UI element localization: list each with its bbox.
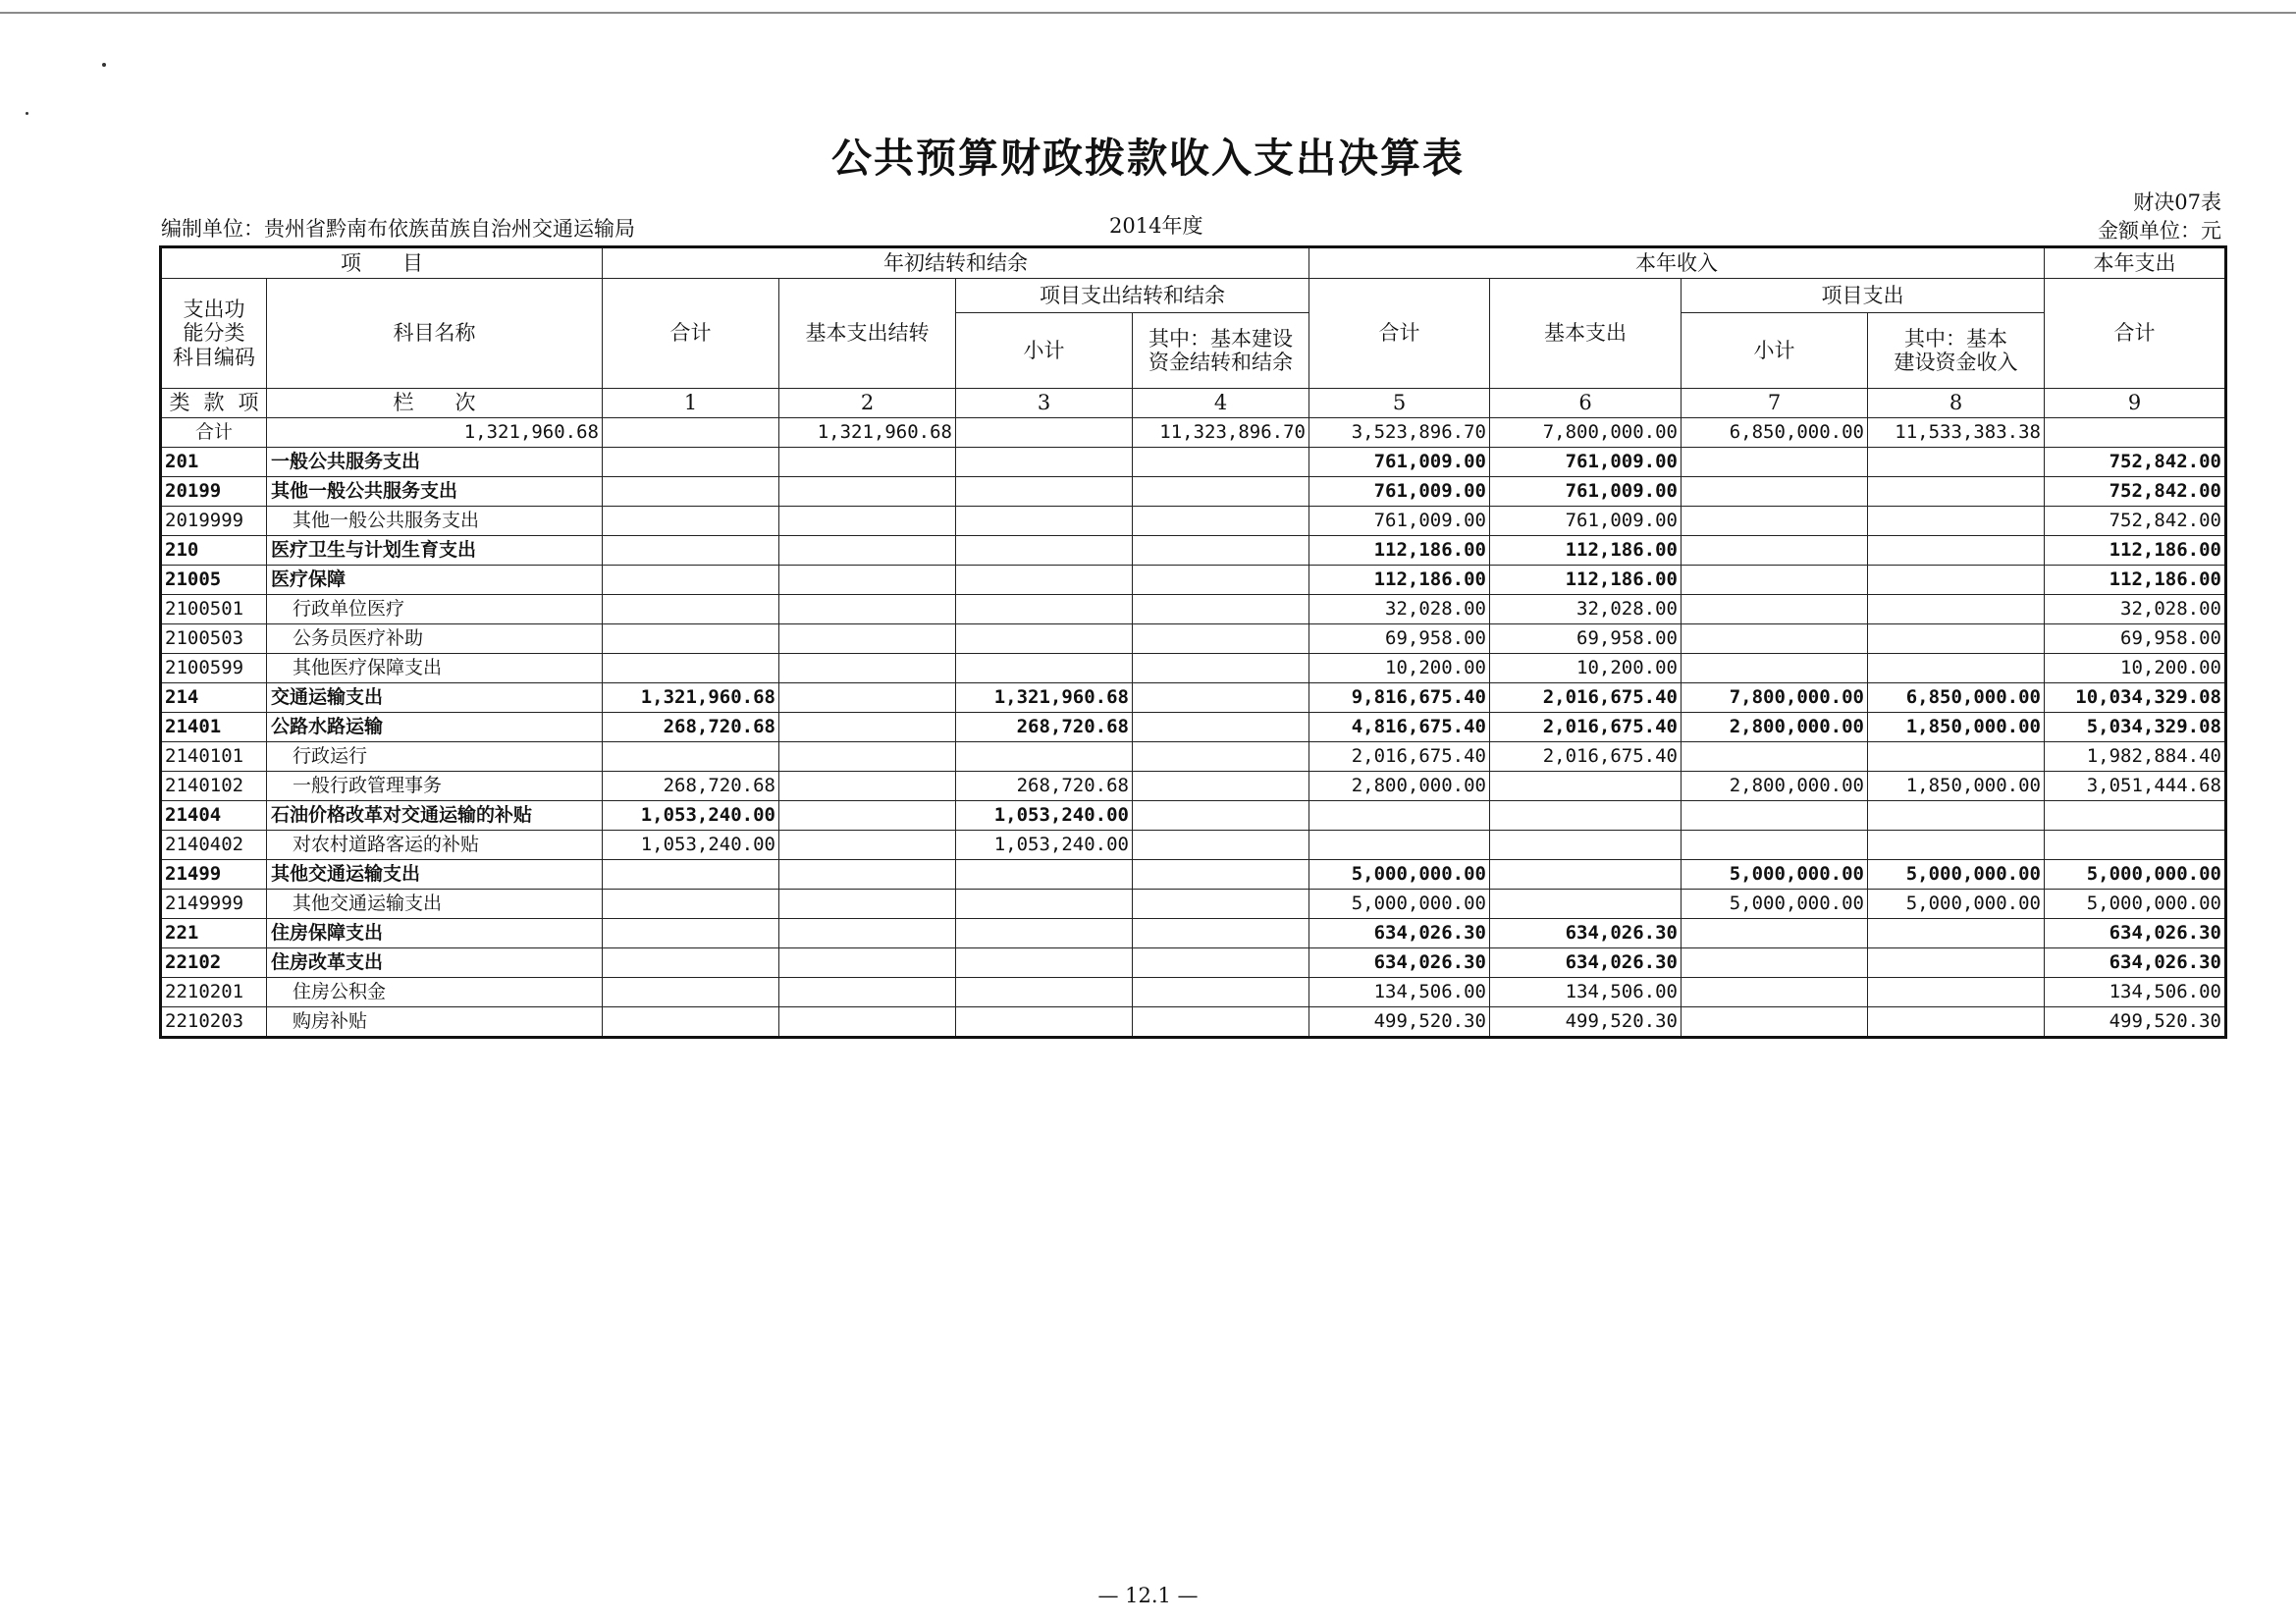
header-col-number: 6 [1490, 389, 1682, 418]
table-row [161, 801, 2226, 831]
amount-col-3 [956, 860, 1133, 890]
amount-col-4 [1133, 477, 1309, 507]
amount-col-2 [779, 477, 956, 507]
subject-code: 2100501 [161, 595, 267, 624]
subject-code: 20199 [161, 477, 267, 507]
header-build-carry [1133, 313, 1309, 389]
amount-col-6 [1490, 831, 1682, 860]
table-row [161, 772, 2226, 801]
amount-col-9: 112,186.00 [2045, 566, 2226, 595]
subject-name: 购房补贴 [267, 1007, 603, 1038]
header-build-carry-line: 其中：基本建设 [1148, 326, 1293, 351]
header-col-number: 4 [1133, 389, 1309, 418]
amount-col-6: 2,016,675.40 [1490, 683, 1682, 713]
amount-col-2 [779, 595, 956, 624]
header-basic-expense: 基本支出 [1490, 279, 1682, 389]
subject-name: 交通运输支出 [267, 683, 603, 713]
amount-col-7 [1682, 624, 1868, 654]
subject-name: 公路水路运输 [267, 713, 603, 742]
amount-col-5: 112,186.00 [1309, 536, 1490, 566]
amount-col-8 [1868, 742, 2045, 772]
table-row [161, 477, 2226, 507]
table-row [161, 978, 2226, 1007]
amount-col-5: 634,026.30 [1309, 948, 1490, 978]
subject-code: 2140402 [161, 831, 267, 860]
amount-col-5: 634,026.30 [1309, 919, 1490, 948]
subject-code: 221 [161, 919, 267, 948]
amount-col-3 [956, 742, 1133, 772]
amount-col-6: 112,186.00 [1490, 566, 1682, 595]
amount-col-2 [779, 772, 956, 801]
subject-code: 210 [161, 536, 267, 566]
amount-col-9: 10,034,329.08 [2045, 683, 2226, 713]
table-row [161, 595, 2226, 624]
amount-col-8: 6,850,000.00 [1682, 418, 1868, 448]
subject-name: 医疗保障 [267, 566, 603, 595]
amount-col-7 [1682, 1007, 1868, 1038]
amount-col-6: 634,026.30 [1490, 919, 1682, 948]
amount-col-3 [956, 595, 1133, 624]
header-lei: 类 [169, 391, 190, 415]
amount-col-2 [779, 507, 956, 536]
subject-name: 其他交通运输支出 [267, 890, 603, 919]
table-row [161, 566, 2226, 595]
form-number: 财决07表 [2133, 190, 2221, 214]
header-xiang: 项 [238, 391, 259, 415]
amount-col-7 [1682, 507, 1868, 536]
amount-col-6 [1490, 890, 1682, 919]
amount-col-3: 1,321,960.68 [779, 418, 956, 448]
amount-col-9: 5,000,000.00 [2045, 860, 2226, 890]
amount-col-5 [1309, 831, 1490, 860]
page-number: — 12.1 — [1097, 1584, 1199, 1607]
amount-col-6: 761,009.00 [1490, 477, 1682, 507]
subject-code: 2149999 [161, 890, 267, 919]
amount-col-7 [1682, 595, 1868, 624]
header-carry-subtotal: 小计 [956, 313, 1133, 389]
amount-col-9: 134,506.00 [2045, 978, 2226, 1007]
amount-col-1: 1,053,240.00 [603, 831, 779, 860]
table-row [161, 713, 2226, 742]
amount-col-1 [603, 742, 779, 772]
amount-col-6: 3,523,896.70 [1309, 418, 1490, 448]
header-carryover-group: 年初结转和结余 [603, 247, 1309, 279]
amount-col-8 [1868, 831, 2045, 860]
header-build-income [1868, 313, 2045, 389]
table-row [161, 536, 2226, 566]
amount-col-3 [956, 507, 1133, 536]
amount-col-1 [603, 948, 779, 978]
scan-edge-line [0, 12, 2296, 14]
header-subject-name: 科目名称 [267, 279, 603, 389]
amount-col-5: 761,009.00 [1309, 507, 1490, 536]
subject-name: 住房改革支出 [267, 948, 603, 978]
amount-col-8 [1868, 919, 2045, 948]
subject-name: 住房公积金 [267, 978, 603, 1007]
amount-col-5: 2,016,675.40 [1309, 742, 1490, 772]
amount-col-5: 10,200.00 [1309, 654, 1490, 683]
amount-col-3 [956, 890, 1133, 919]
amount-col-3 [956, 624, 1133, 654]
amount-col-9: 11,533,383.38 [1868, 418, 2045, 448]
subject-code: 22102 [161, 948, 267, 978]
amount-col-5: 11,323,896.70 [1133, 418, 1309, 448]
header-col-number: 1 [603, 389, 779, 418]
amount-col-6: 2,016,675.40 [1490, 713, 1682, 742]
header-project-carryover: 项目支出结转和结余 [956, 279, 1309, 313]
report-year: 2014年度 [1109, 214, 1203, 238]
subject-name: 行政单位医疗 [267, 595, 603, 624]
amount-col-9 [2045, 831, 2226, 860]
header-build-income-line: 建设资金收入 [1894, 351, 2018, 374]
amount-col-1: 268,720.68 [603, 772, 779, 801]
amount-col-4 [1133, 683, 1309, 713]
amount-col-4 [1133, 978, 1309, 1007]
amount-col-7: 5,000,000.00 [1682, 860, 1868, 890]
total-row [161, 418, 2226, 448]
amount-col-3 [956, 654, 1133, 683]
amount-col-1: 1,321,960.68 [603, 683, 779, 713]
amount-col-3 [956, 477, 1133, 507]
amount-col-3: 1,053,240.00 [956, 801, 1133, 831]
subject-code: 21401 [161, 713, 267, 742]
amount-col-8: 5,000,000.00 [1868, 860, 2045, 890]
amount-col-4 [1133, 507, 1309, 536]
amount-col-9: 752,842.00 [2045, 448, 2226, 477]
amount-col-3: 1,053,240.00 [956, 831, 1133, 860]
amount-col-8 [1868, 477, 2045, 507]
amount-col-8: 1,850,000.00 [1868, 713, 2045, 742]
amount-col-4 [1133, 624, 1309, 654]
amount-col-6: 134,506.00 [1490, 978, 1682, 1007]
amount-col-1: 1,053,240.00 [603, 801, 779, 831]
amount-col-9: 5,000,000.00 [2045, 890, 2226, 919]
amount-col-2 [779, 536, 956, 566]
amount-col-4 [1133, 772, 1309, 801]
header-income-group: 本年收入 [1309, 247, 2045, 279]
amount-col-2 [779, 1007, 956, 1038]
amount-col-6: 499,520.30 [1490, 1007, 1682, 1038]
subject-name: 住房保障支出 [267, 919, 603, 948]
header-col-number: 8 [1868, 389, 2045, 418]
amount-col-4 [1133, 713, 1309, 742]
header-income-total: 合计 [1309, 279, 1490, 389]
subject-code: 21005 [161, 566, 267, 595]
amount-col-6 [1490, 801, 1682, 831]
amount-col-4 [1133, 448, 1309, 477]
amount-col-1 [603, 507, 779, 536]
amount-col-7 [1682, 831, 1868, 860]
amount-col-3 [956, 566, 1133, 595]
amount-col-4 [956, 418, 1133, 448]
subject-name: 行政运行 [267, 742, 603, 772]
amount-col-6: 2,016,675.40 [1490, 742, 1682, 772]
amount-col-2 [779, 713, 956, 742]
amount-col-7 [1682, 448, 1868, 477]
header-kuan: 款 [203, 391, 225, 415]
table-row [161, 742, 2226, 772]
amount-col-5: 761,009.00 [1309, 477, 1490, 507]
amount-col-7 [1682, 742, 1868, 772]
amount-col-7: 2,800,000.00 [1682, 772, 1868, 801]
subject-name: 对农村道路客运的补贴 [267, 831, 603, 860]
amount-col-1 [603, 536, 779, 566]
amount-col-1 [603, 890, 779, 919]
header-col-number: 5 [1309, 389, 1490, 418]
amount-col-1: 268,720.68 [603, 713, 779, 742]
amount-col-7: 2,800,000.00 [1682, 713, 1868, 742]
amount-col-5 [1309, 801, 1490, 831]
amount-col-5: 9,816,675.40 [1309, 683, 1490, 713]
subject-code: 2100599 [161, 654, 267, 683]
amount-col-4 [1133, 890, 1309, 919]
amount-col-9: 634,026.30 [2045, 919, 2226, 948]
amount-col-7 [1682, 978, 1868, 1007]
amount-col-2 [779, 566, 956, 595]
header-col-number: 3 [956, 389, 1133, 418]
amount-col-1 [603, 654, 779, 683]
amount-col-2 [603, 418, 779, 448]
table-row [161, 654, 2226, 683]
amount-col-1: 1,321,960.68 [267, 418, 603, 448]
amount-col-3 [956, 948, 1133, 978]
header-expense-total: 合计 [2045, 279, 2226, 389]
subject-code: 2140102 [161, 772, 267, 801]
header-col-number: 7 [1682, 389, 1868, 418]
subject-code: 2140101 [161, 742, 267, 772]
amount-col-4 [1133, 566, 1309, 595]
header-func-code-line: 能分类 [183, 321, 245, 346]
amount-col-8 [1868, 654, 2045, 683]
amount-col-4 [1133, 831, 1309, 860]
amount-col-7: 7,800,000.00 [1682, 683, 1868, 713]
amount-col-9 [2045, 801, 2226, 831]
subject-name: 其他一般公共服务支出 [267, 507, 603, 536]
header-col-number: 9 [2045, 389, 2226, 418]
subject-code: 2019999 [161, 507, 267, 536]
amount-col-8 [1868, 948, 2045, 978]
subject-code: 2210201 [161, 978, 267, 1007]
amount-col-5: 32,028.00 [1309, 595, 1490, 624]
table-row [161, 860, 2226, 890]
header-build-income-line: 其中：基本 [1904, 326, 2007, 351]
table-row [161, 919, 2226, 948]
header-income-subtotal: 小计 [1682, 313, 1868, 389]
amount-col-7 [1682, 477, 1868, 507]
amount-col-3: 268,720.68 [956, 772, 1133, 801]
subject-name: 其他交通运输支出 [267, 860, 603, 890]
amount-col-7: 5,000,000.00 [1682, 890, 1868, 919]
amount-col-4 [1133, 595, 1309, 624]
amount-col-8 [1868, 595, 2045, 624]
amount-col-8 [1868, 536, 2045, 566]
budget-table [159, 245, 2227, 1039]
amount-col-4 [1133, 1007, 1309, 1038]
amount-col-7 [1682, 801, 1868, 831]
subject-name: 其他医疗保障支出 [267, 654, 603, 683]
amount-col-6: 32,028.00 [1490, 595, 1682, 624]
amount-col-2 [779, 654, 956, 683]
header-func-code-line: 科目编码 [173, 345, 255, 369]
amount-col-3: 268,720.68 [956, 713, 1133, 742]
amount-col-1 [603, 595, 779, 624]
amount-col-1 [603, 919, 779, 948]
subject-code: 2210203 [161, 1007, 267, 1038]
amount-col-2 [779, 978, 956, 1007]
amount-col-9: 499,520.30 [2045, 1007, 2226, 1038]
amount-col-9: 752,842.00 [2045, 477, 2226, 507]
amount-col-2 [779, 801, 956, 831]
amount-col-9: 1,982,884.40 [2045, 742, 2226, 772]
amount-col-2 [779, 831, 956, 860]
amount-col-1 [603, 860, 779, 890]
amount-col-3 [956, 1007, 1133, 1038]
amount-col-2 [779, 860, 956, 890]
amount-col-8 [1868, 624, 2045, 654]
subject-name: 石油价格改革对交通运输的补贴 [267, 801, 603, 831]
table-row [161, 1007, 2226, 1038]
amount-col-5: 112,186.00 [1309, 566, 1490, 595]
amount-col-7 [1682, 536, 1868, 566]
amount-col-8: 1,850,000.00 [1868, 772, 2045, 801]
header-class-labels [161, 389, 267, 418]
amount-col-9: 10,200.00 [2045, 654, 2226, 683]
table-row [161, 448, 2226, 477]
amount-col-8 [1868, 978, 2045, 1007]
amount-col-9: 752,842.00 [2045, 507, 2226, 536]
amount-col-3: 1,321,960.68 [956, 683, 1133, 713]
report-title: 公共预算财政拨款收入支出决算表 [831, 135, 1465, 182]
amount-col-2 [779, 742, 956, 772]
subject-code: 214 [161, 683, 267, 713]
amount-col-6: 10,200.00 [1490, 654, 1682, 683]
scan-speck [26, 112, 28, 115]
amount-col-6: 634,026.30 [1490, 948, 1682, 978]
subject-code: 201 [161, 448, 267, 477]
amount-col-8: 6,850,000.00 [1868, 683, 2045, 713]
subject-name: 公务员医疗补助 [267, 624, 603, 654]
amount-col-6: 761,009.00 [1490, 448, 1682, 477]
amount-unit: 金额单位：元 [2098, 219, 2221, 243]
amount-col-4 [1133, 948, 1309, 978]
subject-name: 一般公共服务支出 [267, 448, 603, 477]
amount-col-2 [779, 624, 956, 654]
amount-col-9: 112,186.00 [2045, 536, 2226, 566]
amount-col-1 [603, 448, 779, 477]
header-col-label: 栏 次 [267, 389, 603, 418]
amount-col-2 [779, 448, 956, 477]
amount-col-5: 69,958.00 [1309, 624, 1490, 654]
amount-col-7 [1682, 654, 1868, 683]
amount-col-4 [1133, 860, 1309, 890]
header-build-carry-line: 资金结转和结余 [1148, 351, 1293, 374]
subject-name: 一般行政管理事务 [267, 772, 603, 801]
amount-col-3 [956, 978, 1133, 1007]
header-basic-carry: 基本支出结转 [779, 279, 956, 389]
amount-col-8: 5,000,000.00 [1868, 890, 2045, 919]
amount-col-1 [603, 477, 779, 507]
amount-col-7 [1682, 919, 1868, 948]
amount-col-1 [603, 978, 779, 1007]
amount-col-9: 5,034,329.08 [2045, 713, 2226, 742]
header-carry-total: 合计 [603, 279, 779, 389]
amount-col-8 [1868, 448, 2045, 477]
amount-col-4 [1133, 801, 1309, 831]
amount-col-5: 2,800,000.00 [1309, 772, 1490, 801]
amount-col-1 [603, 566, 779, 595]
amount-col-4 [1133, 919, 1309, 948]
amount-col-4 [1133, 654, 1309, 683]
header-expense-group: 本年支出 [2045, 247, 2226, 279]
amount-col-2 [779, 890, 956, 919]
amount-col-9: 69,958.00 [2045, 624, 2226, 654]
header-project-expense: 项目支出 [1682, 279, 2045, 313]
amount-col-4 [1133, 742, 1309, 772]
subject-code: 2100503 [161, 624, 267, 654]
header-item: 项 目 [161, 247, 603, 279]
amount-col-1 [603, 1007, 779, 1038]
amount-col-5: 5,000,000.00 [1309, 890, 1490, 919]
subject-code: 21499 [161, 860, 267, 890]
amount-col-5: 499,520.30 [1309, 1007, 1490, 1038]
header-col-number: 2 [779, 389, 956, 418]
amount-col-6: 112,186.00 [1490, 536, 1682, 566]
table-row [161, 890, 2226, 919]
amount-col-9: 32,028.00 [2045, 595, 2226, 624]
table-row [161, 683, 2226, 713]
amount-col-7 [1682, 566, 1868, 595]
table-row [161, 507, 2226, 536]
amount-col-8 [1868, 507, 2045, 536]
amount-col-5: 4,816,675.40 [1309, 713, 1490, 742]
amount-col-4 [1133, 536, 1309, 566]
amount-col-7 [1682, 948, 1868, 978]
amount-col-6 [1490, 772, 1682, 801]
subject-code: 21404 [161, 801, 267, 831]
amount-col-5: 5,000,000.00 [1309, 860, 1490, 890]
amount-col-5: 134,506.00 [1309, 978, 1490, 1007]
amount-col-3 [956, 448, 1133, 477]
amount-col-8 [1868, 566, 2045, 595]
subject-name: 医疗卫生与计划生育支出 [267, 536, 603, 566]
amount-col-8 [1868, 801, 2045, 831]
compiler-unit: 编制单位：贵州省黔南布依族苗族自治州交通运输局 [161, 217, 635, 241]
table-row [161, 948, 2226, 978]
amount-col-9: 3,051,444.68 [2045, 772, 2226, 801]
amount-col-1 [603, 624, 779, 654]
amount-col-7: 7,800,000.00 [1490, 418, 1682, 448]
amount-col-8 [1868, 1007, 2045, 1038]
amount-col-5: 761,009.00 [1309, 448, 1490, 477]
amount-col-2 [779, 919, 956, 948]
amount-col-6: 69,958.00 [1490, 624, 1682, 654]
amount-col-2 [779, 683, 956, 713]
amount-col-3 [956, 536, 1133, 566]
header-func-code-line: 支出功 [183, 298, 245, 322]
amount-col-6: 761,009.00 [1490, 507, 1682, 536]
table-row [161, 831, 2226, 860]
subject-name: 合计 [161, 418, 267, 448]
header-func-code [161, 279, 267, 389]
scan-speck [102, 63, 106, 67]
amount-col-2 [779, 948, 956, 978]
amount-col-9: 634,026.30 [2045, 948, 2226, 978]
amount-col-6 [1490, 860, 1682, 890]
subject-name: 其他一般公共服务支出 [267, 477, 603, 507]
amount-col-3 [956, 919, 1133, 948]
table-row [161, 624, 2226, 654]
